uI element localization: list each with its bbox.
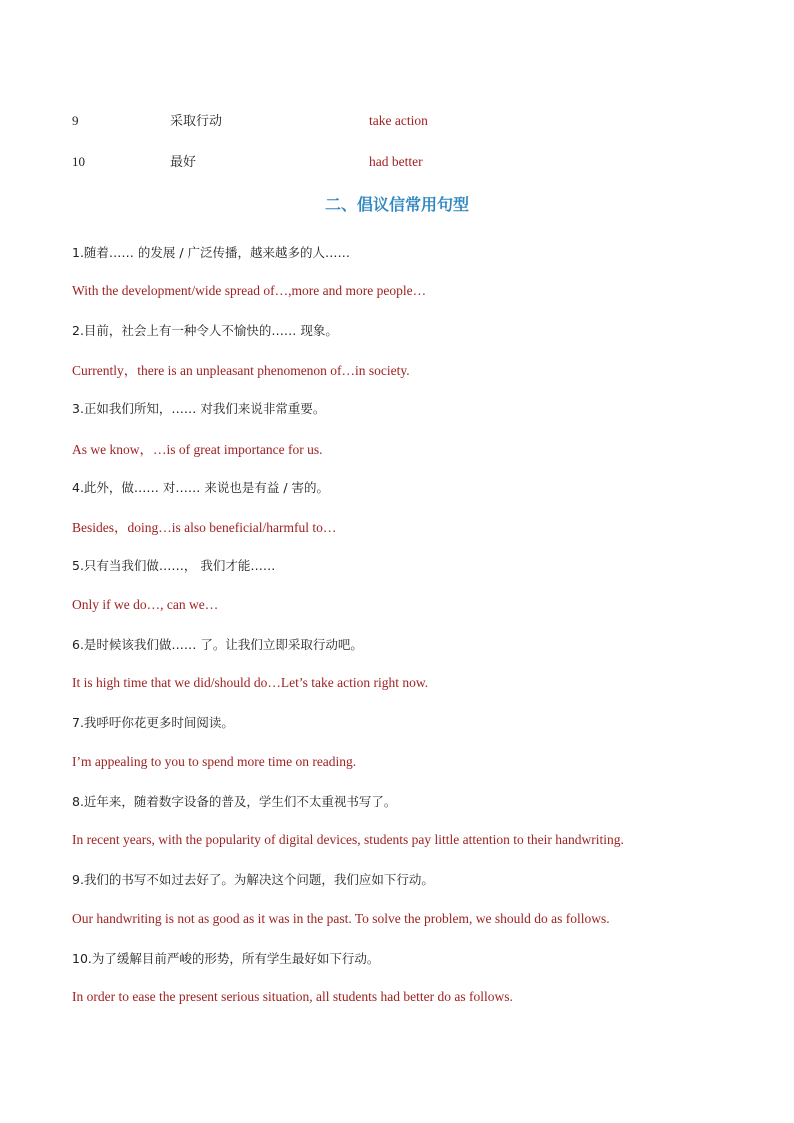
sentence-english: It is high time that we did/should do…Let’s take action right now. (72, 675, 429, 690)
section-title: 二、倡议信常用句型 (324, 195, 469, 214)
sentence-english: Our handwriting is not as good as it was in the past. To solve the problem, we should do as follows. (72, 911, 610, 926)
sentence-chinese: 2.目前，社会上有一种令人不愉快的…… 现象。 (72, 323, 338, 338)
vocab-row (72, 110, 732, 132)
sentence-chinese: 7.我呼吁你花更多时间阅读。 (72, 715, 234, 730)
vocab-english: had better (369, 154, 423, 169)
sentence-english: As we know，…is of great importance for us. (72, 442, 323, 457)
sentence-chinese: 3.正如我们所知，…… 对我们来说非常重要。 (72, 401, 326, 416)
sentence-english: Only if we do…, can we… (72, 597, 219, 612)
sentence-english: I’m appealing to you to spend more time on reading. (72, 754, 357, 769)
sentence-chinese: 1.随着…… 的发展 / 广泛传播，越来越多的人…… (72, 245, 351, 260)
vocab-number: 9 (72, 113, 79, 128)
sentence-english: In order to ease the present serious situation, all students had better do as follows. (72, 989, 513, 1004)
sentence-english: Besides，doing…is also beneficial/harmful to… (72, 520, 337, 535)
sentence-chinese: 9.我们的书写不如过去好了。为解决这个问题，我们应如下行动。 (72, 872, 434, 887)
vocab-row (72, 151, 732, 173)
vocab-number: 10 (72, 154, 85, 169)
vocab-english: take action (369, 113, 428, 128)
sentence-english: Currently，there is an unpleasant phenomenon of…in society. (72, 363, 410, 378)
vocab-chinese: 最好 (170, 155, 197, 170)
sentence-chinese: 6.是时候该我们做…… 了。让我们立即采取行动吧。 (72, 637, 363, 652)
sentence-chinese: 10.为了缓解目前严峻的形势，所有学生最好如下行动。 (72, 951, 380, 966)
vocab-chinese: 采取行动 (170, 114, 223, 129)
sentence-english: In recent years, with the popularity of digital devices, students pay little attention to their handwriting. (72, 832, 624, 847)
sentence-chinese: 8.近年来，随着数字设备的普及，学生们不太重视书写了。 (72, 794, 397, 809)
sentence-english: With the development/wide spread of…,more and more people… (72, 283, 427, 298)
sentence-chinese: 5.只有当我们做……， 我们才能…… (72, 558, 276, 573)
sentence-chinese: 4.此外，做…… 对…… 来说也是有益 / 害的。 (72, 480, 330, 495)
